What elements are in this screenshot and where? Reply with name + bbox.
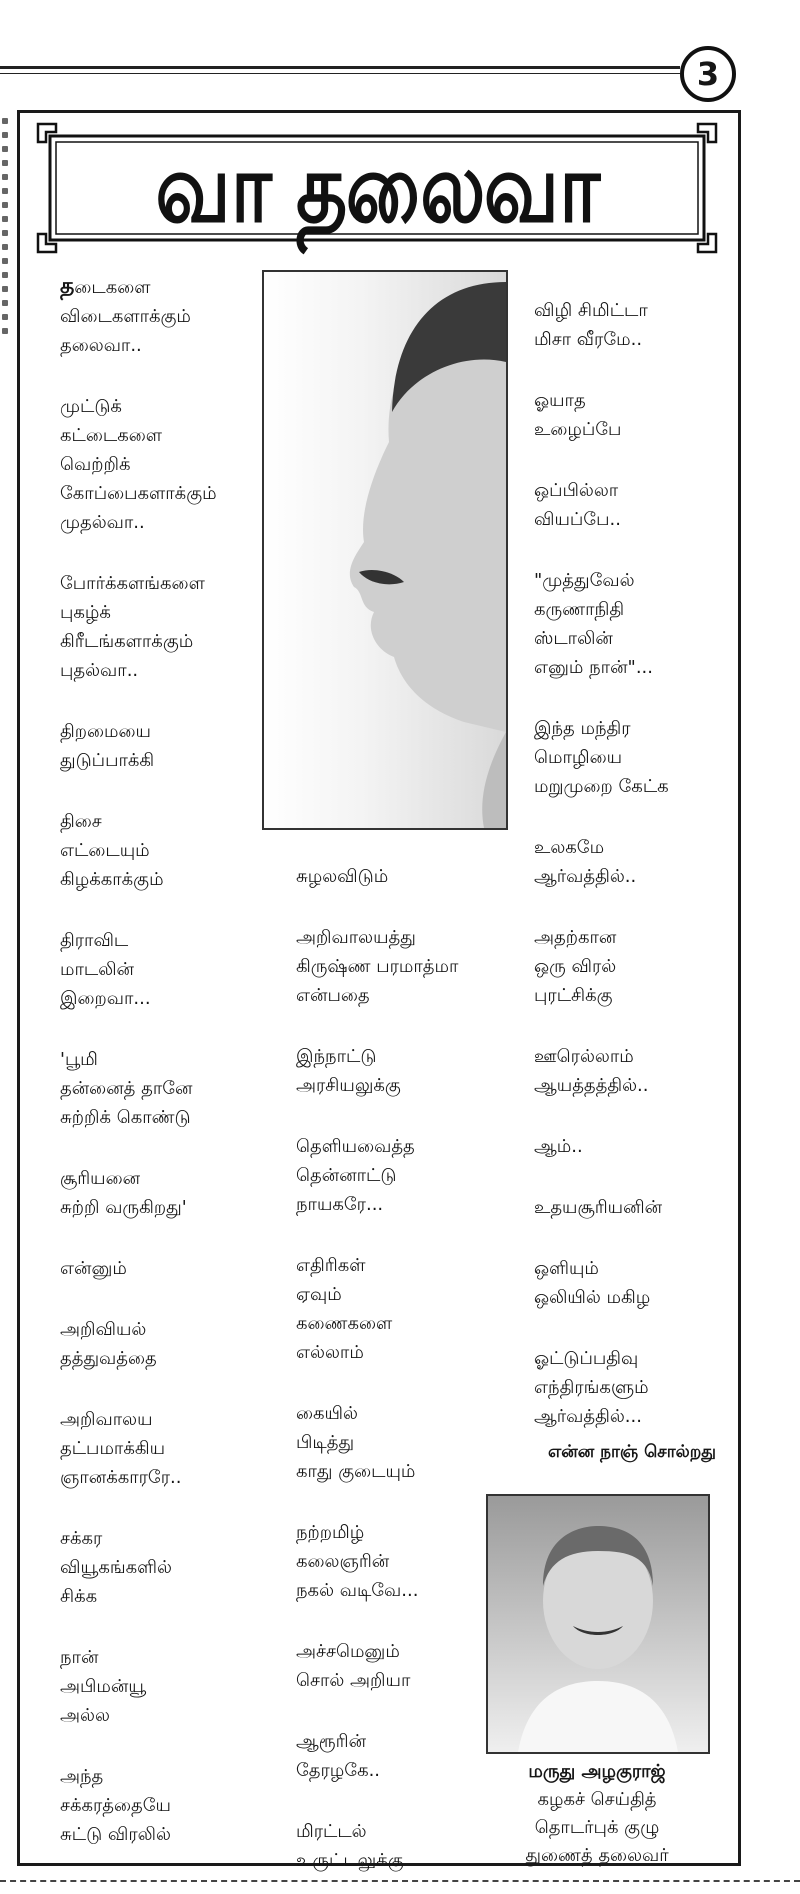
stanza-gap [534,534,744,566]
poem-line: அரசியலுக்கு [296,1075,401,1096]
stanza-gap [296,1486,506,1518]
poem-line: ஏவும் [296,1284,342,1305]
poem-line: "முத்துவேல் [534,570,635,591]
poem-line: ஒரு விரல் [534,956,617,977]
stanza-gap [60,1222,270,1254]
stanza-gap [60,537,270,569]
poem-line: எதிரிகள் [296,1255,366,1276]
poem-line: சிக்க [60,1586,98,1607]
stanza-gap [534,1222,744,1254]
poem-line: வெற்றிக் [60,454,131,475]
poem-column-2 [296,862,506,1875]
poem-line: திசை [60,811,102,832]
poem-line: அல்ல [60,1705,110,1726]
poem-line: அறிவாலயத்து [296,927,416,948]
poem-line: இந்த மந்திர [534,718,631,739]
poem-line: காது குடையும் [296,1461,416,1482]
stanza-gap [60,1132,270,1164]
article-title: வா தலைவா [155,132,599,244]
poem-line: எட்டையும் [60,840,150,861]
poem-line: கிழக்காக்கும் [60,869,164,890]
stanza-gap [534,682,744,714]
poem-line: சுட்டு விரலில் [60,1824,171,1845]
poem-line: தெளியவைத்த [296,1136,415,1157]
poem-line: சக்கர [60,1528,103,1549]
poem-line: எனும் நான்"... [534,657,653,678]
poem-line: மாடலின் [60,959,135,980]
poem-line: நகல் வடிவே... [296,1580,419,1601]
poem-line: சுழலவிடும் [296,866,389,887]
poem-line: கட்டைகளை [60,425,162,446]
poem-line: கருணாநிதி [534,599,625,620]
stanza-gap [60,1611,270,1643]
poem-line: பிடித்து [296,1432,355,1453]
poem-line: அபிமன்யூ [60,1676,147,1697]
poem-line: தத்துவத்தை [60,1348,157,1369]
poem-line: ஸ்டாலின் [534,628,613,649]
poem-line: கணைகளை [296,1313,393,1334]
bottom-dashed-rule [0,1880,800,1882]
poem-line: நான் [60,1647,99,1668]
poem-line: கோப்பைகளாக்கும் [60,483,217,504]
author-credit [486,1758,708,1870]
portrait-photo-profile [262,270,508,830]
stanza-gap [296,1367,506,1399]
poem-line: ஒப்பில்லா [534,480,619,501]
stanza-gap [60,1492,270,1524]
poem-line: 'பூமி [60,1049,98,1070]
stanza-gap [534,1100,744,1132]
poem-line: என்னும் [60,1258,127,1279]
poem-line: மிரட்டல் [296,1821,367,1842]
poem-line: ஞானக்காரரே.. [60,1467,182,1488]
poem-line: சூரியனை [60,1168,141,1189]
poem-line [60,272,270,302]
stanza-gap [534,891,744,923]
poem-line: இறைவா... [60,988,151,1009]
poem-column-3 [534,296,744,1431]
byline-tagline: என்ன நாஞ் சொல்றது [547,1442,717,1462]
poem-line: தட்பமாக்கிய [60,1438,166,1459]
poem-line: கிரீடங்களாக்கும் [60,631,194,652]
poem-line: கலைஞரின் [296,1551,390,1572]
poem-line: தென்னாட்டு [296,1165,397,1186]
poem-line: எல்லாம் [296,1342,364,1363]
poem-line: புதல்வா.. [60,660,139,681]
poem-line: ஒளியும் [534,1258,599,1279]
poem-line: ஆர்வத்தில்.. [534,866,637,887]
poem-line: மறுமுறை கேட்க [534,776,669,797]
author-photo [486,1494,710,1754]
stanza-gap [534,1312,744,1344]
poem-line: அறிவியல் [60,1319,147,1340]
stanza-gap [60,360,270,392]
poem-line: புரட்சிக்கு [534,985,613,1006]
poem-line: உலகமே [534,837,605,858]
stanza-gap [534,354,744,386]
stanza-gap [296,1100,506,1132]
drop-letter: த [60,274,75,299]
page-number: 3 [680,46,736,102]
stanza-gap [60,1730,270,1762]
poem-line: திராவிட [60,930,129,951]
poem-line: சக்கரத்தையே [60,1795,171,1816]
poem-line: தலைவா.. [60,335,142,356]
poem-line: புகழ்க் [60,602,111,623]
poem-line: மொழியை [534,747,623,768]
poem-line: திறமையை [60,721,151,742]
poem-line: உருட்டலுக்கு [296,1850,404,1871]
stanza-gap [60,1283,270,1315]
poem-line: தன்னைத் தானே [60,1078,193,1099]
stanza-gap [60,894,270,926]
poem-line: அச்சமெனும் [296,1641,400,1662]
poem-line: சொல் அறியா [296,1670,411,1691]
poem-line: போர்க்களங்களை [60,573,205,594]
poem-line: கையில் [296,1403,358,1424]
stanza-gap [296,891,506,923]
poem-line: மிசா வீரமே.. [534,329,643,350]
author-name: மருது அழகுராஜ் [528,1761,666,1782]
poem-line: ஊரெல்லாம் [534,1046,634,1067]
poem-line: அதற்கான [534,927,617,948]
stanza-gap [534,801,744,833]
poem-line: அந்த [60,1766,104,1787]
stanza-gap [296,1010,506,1042]
poem-line: ஆரூரின் [296,1731,367,1752]
poem-line: தேரழகே.. [296,1760,381,1781]
stanza-gap [60,685,270,717]
poem-line: அறிவாலய [60,1409,153,1430]
poem-line: கிருஷ்ண பரமாத்மா [296,956,459,977]
header-rule-thin [0,73,680,74]
author-title-line-2: தொடர்புக் குழு [534,1817,660,1838]
stanza-gap [296,1605,506,1637]
stanza-gap [296,1695,506,1727]
poem-line: ஓயாத [534,390,586,411]
poem-line: விழி சிமிட்டா [534,300,648,321]
poem-line: ஓட்டுப்பதிவு [534,1348,639,1369]
author-title-line-1: கழகச் செய்தித் [537,1789,657,1810]
stanza-gap [534,1010,744,1042]
poem-line: என்பதை [296,985,370,1006]
stanza-gap [296,1219,506,1251]
poem-line: உழைப்பே [534,419,622,440]
stanza-gap [534,1161,744,1193]
stanza-gap [534,444,744,476]
poem-line: உதயசூரியனின் [534,1197,663,1218]
stanza-gap [60,1373,270,1405]
poem-line-rest: டைகளை [74,277,151,298]
adjacent-page-edge [0,110,10,1860]
poem-line: வியப்பே.. [534,509,621,530]
stanza-gap [60,775,270,807]
poem-line: நாயகரே... [296,1194,384,1215]
poem-line: வியூகங்களில் [60,1557,172,1578]
poem-line: ஆம்.. [534,1136,583,1157]
poem-line: ஆயத்தத்தில்.. [534,1075,649,1096]
poem-line: முட்டுக் [60,396,122,417]
author-title-line-3: துணைத் தலைவர் [525,1845,669,1866]
poem-line: இந்நாட்டு [296,1046,377,1067]
poem-line: நற்றமிழ் [296,1522,365,1543]
stanza-gap [60,1013,270,1045]
poem-line: ஆர்வத்தில்... [534,1406,642,1427]
poem-line: சுற்றிக் கொண்டு [60,1107,191,1128]
poem-column-1 [60,272,270,1849]
poem-line: எந்திரங்களும் [534,1377,649,1398]
poem-line: விடைகளாக்கும் [60,306,191,327]
poem-line: சுற்றி வருகிறது' [60,1197,187,1218]
header-rule [0,66,680,69]
stanza-gap [296,1785,506,1817]
poem-line: ஒலியில் மகிழ [534,1287,651,1308]
poem-line: முதல்வா.. [60,512,145,533]
poem-line: துடுப்பாக்கி [60,750,155,771]
